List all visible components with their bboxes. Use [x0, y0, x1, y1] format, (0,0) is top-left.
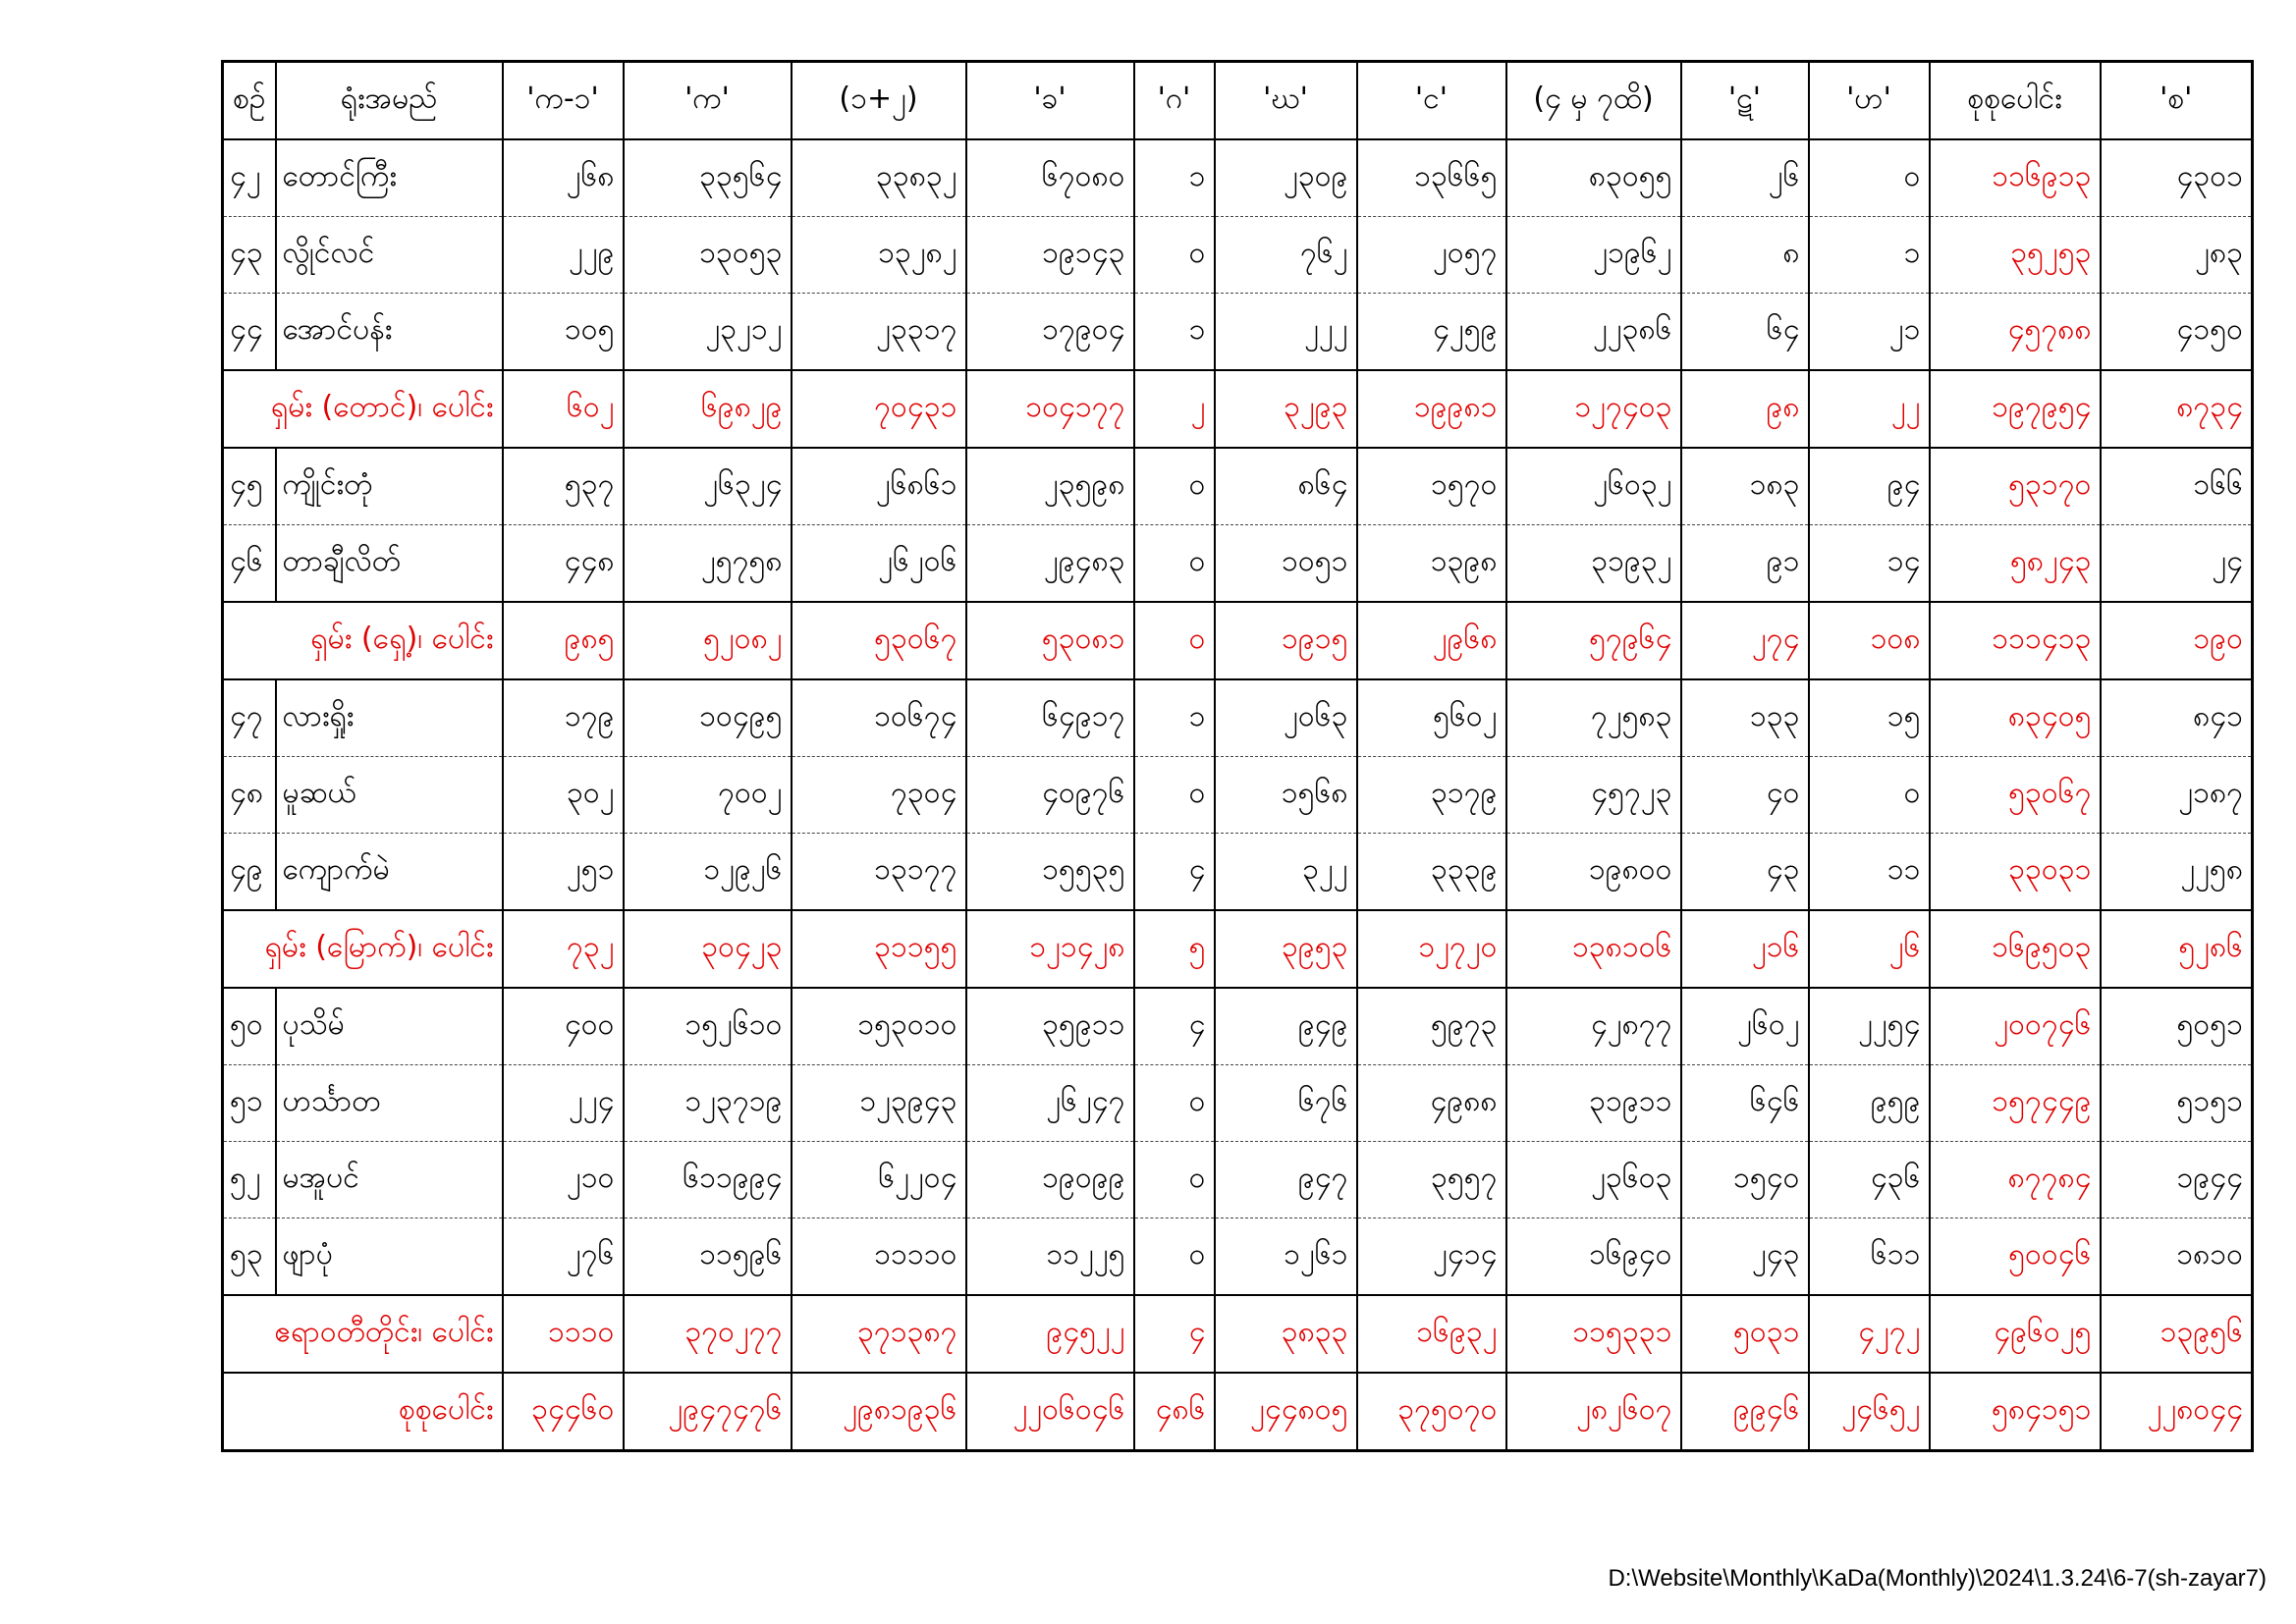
- column-header: 'က-၁': [503, 62, 624, 140]
- table-cell: ၁၉၁၅: [1215, 602, 1357, 679]
- table-cell: ၁၅၇၄၄၉: [1930, 1065, 2101, 1142]
- table-cell: ၀: [1134, 602, 1215, 679]
- table-cell: ၂၃၃၁၇: [792, 294, 966, 371]
- table-cell: ၂၇၆: [503, 1218, 624, 1296]
- table-cell: ၃၅၂၅၃: [1930, 217, 2101, 294]
- table-cell: ၁၂၃၉၄၃: [792, 1065, 966, 1142]
- header-row: [223, 62, 2253, 140]
- table-cell: ၉၄၉: [1215, 988, 1357, 1065]
- table-row: [223, 294, 2253, 371]
- table-cell: ၂၁၉၆၂: [1506, 217, 1681, 294]
- row-number: ၅၀: [223, 988, 276, 1065]
- table-cell: ၁၉၁၄၃: [966, 217, 1134, 294]
- table-cell: ၇၀၀၂: [624, 757, 792, 834]
- table-cell: ၃၇၁၃၈၇: [792, 1295, 966, 1373]
- office-name: ဟင်္သာတ: [276, 1065, 503, 1142]
- table-cell: ၁၁၂၂၅: [966, 1218, 1134, 1296]
- table-cell: ၁၂၆၁: [1215, 1218, 1357, 1296]
- table-cell: ၁၉၄၄: [2101, 1142, 2253, 1218]
- row-number: ၄၆: [223, 525, 276, 603]
- column-header: (၁+၂): [792, 62, 966, 140]
- row-number: ၅၃: [223, 1218, 276, 1296]
- table-cell: ၂၂၉: [503, 217, 624, 294]
- table-cell: ၂၁၆: [1681, 910, 1809, 988]
- table-cell: ၃၈၃၃: [1215, 1295, 1357, 1373]
- table-cell: ၆၉၈၂၉: [624, 370, 792, 448]
- table-cell: ၂၆၂၀၆: [792, 525, 966, 603]
- table-cell: ၇၆၂: [1215, 217, 1357, 294]
- table-cell: ၂၉၈၁၉၃၆: [792, 1373, 966, 1451]
- table-cell: ၅၇၉၆၄: [1506, 602, 1681, 679]
- table-cell: ၂၅၁: [503, 834, 624, 911]
- table-cell: ၅၂၀၈၂: [624, 602, 792, 679]
- table-cell: ၃၃၈၃၂: [792, 139, 966, 217]
- row-number: ၅၂: [223, 1142, 276, 1218]
- column-header: 'စ': [2101, 62, 2253, 140]
- table-cell: ၉၄: [1809, 448, 1930, 525]
- table-cell: ၁၀၆၇၄: [792, 679, 966, 757]
- table-cell: ၁၇၉: [503, 679, 624, 757]
- column-header: ရုံးအမည်: [276, 62, 503, 140]
- table-cell: ၃၄၄၆၀: [503, 1373, 624, 1451]
- table-cell: ၂၉၄၈၃: [966, 525, 1134, 603]
- row-number: ၅၁: [223, 1065, 276, 1142]
- table-cell: ၉၈: [1681, 370, 1809, 448]
- table-row: [223, 1142, 2253, 1218]
- table-cell: ၀: [1134, 448, 1215, 525]
- table-cell: ၄: [1134, 834, 1215, 911]
- column-header: 'ဃ': [1215, 62, 1357, 140]
- table-cell: ၄၁၅၀: [2101, 294, 2253, 371]
- table-cell: ၂၀၆၃: [1215, 679, 1357, 757]
- table-cell: ၂၃၂၁၂: [624, 294, 792, 371]
- table-cell: ၃၁၉၃၂: [1506, 525, 1681, 603]
- table-cell: ၅၀၀၄၆: [1930, 1218, 2101, 1296]
- table-cell: ၁၂၁၄၂၈: [966, 910, 1134, 988]
- table-row: [223, 757, 2253, 834]
- table-cell: ၂၄၃: [1681, 1218, 1809, 1296]
- table-cell: ၂၁၈၇: [2101, 757, 2253, 834]
- table-cell: ၅၃၁၇၀: [1930, 448, 2101, 525]
- column-header: 'ဂ': [1134, 62, 1215, 140]
- table-cell: ၂၆၈၆၁: [792, 448, 966, 525]
- table-cell: ၁၉၀၉၉: [966, 1142, 1134, 1218]
- table-cell: ၁၃၁၇၇: [792, 834, 966, 911]
- row-number: ၄၈: [223, 757, 276, 834]
- office-name: အောင်ပန်း: [276, 294, 503, 371]
- table-cell: ၁၅၄၀: [1681, 1142, 1809, 1218]
- table-cell: ၂၄: [2101, 525, 2253, 603]
- table-cell: ၂၁: [1809, 294, 1930, 371]
- table-cell: ၉၅၉: [1809, 1065, 1930, 1142]
- table-cell: ၆၀၂: [503, 370, 624, 448]
- table-cell: ၁: [1134, 139, 1215, 217]
- column-header: စဉ်: [223, 62, 276, 140]
- table-cell: ၃၂၉၃: [1215, 370, 1357, 448]
- table-cell: ၄၀: [1681, 757, 1809, 834]
- table-cell: ၁၈၃: [1681, 448, 1809, 525]
- table-cell: ၂၂၅၄: [1809, 988, 1930, 1065]
- row-number: ၄၇: [223, 679, 276, 757]
- table-cell: ၂၄၆၅၂: [1809, 1373, 1930, 1451]
- table-cell: ၅: [1134, 910, 1215, 988]
- table-cell: ၂၆၀၃၂: [1506, 448, 1681, 525]
- table-row: [223, 988, 2253, 1065]
- table-cell: ၀: [1809, 757, 1930, 834]
- office-name: မူဆယ်: [276, 757, 503, 834]
- grand-total-label: စုစုပေါင်း: [223, 1373, 503, 1451]
- table-cell: ၅၀၅၁: [2101, 988, 2253, 1065]
- table-cell: ၇၃၀၄: [792, 757, 966, 834]
- table-cell: ၁၁၆၉၁၃: [1930, 139, 2101, 217]
- table-cell: ၉၈၅: [503, 602, 624, 679]
- table-cell: ၁၆၉၃၂: [1357, 1295, 1506, 1373]
- table-cell: ၂၆: [1809, 910, 1930, 988]
- table-cell: ၂၉၄၇၄၇၆: [624, 1373, 792, 1451]
- table-cell: ၁၅၆၈: [1215, 757, 1357, 834]
- table-cell: ၈၃၄၀၅: [1930, 679, 2101, 757]
- table-cell: ၃၁၉၁၁: [1506, 1065, 1681, 1142]
- table-cell: ၄၃: [1681, 834, 1809, 911]
- table-cell: ၁၃၀၅၃: [624, 217, 792, 294]
- table-cell: ၃၃၃၉: [1357, 834, 1506, 911]
- table-cell: ၈၃၀၅၅: [1506, 139, 1681, 217]
- table-cell: ၅၈၂၄၃: [1930, 525, 2101, 603]
- table-cell: ၄၀၀: [503, 988, 624, 1065]
- table-cell: ၂၆၃၂၄: [624, 448, 792, 525]
- table-cell: ၆၂၂၀၄: [792, 1142, 966, 1218]
- table-cell: ၁၃၉၈: [1357, 525, 1506, 603]
- office-name: ဖျာပုံ: [276, 1218, 503, 1296]
- column-header: (၄ မှ ၇ထိ): [1506, 62, 1681, 140]
- table-cell: ၈၆၄: [1215, 448, 1357, 525]
- row-number: ၄၉: [223, 834, 276, 911]
- table-cell: ၀: [1809, 139, 1930, 217]
- table-cell: ၂၉၆၈: [1357, 602, 1506, 679]
- table-cell: ၀: [1134, 1218, 1215, 1296]
- grand-total-row: [223, 1373, 2253, 1451]
- table-cell: ၉၉၄၆: [1681, 1373, 1809, 1451]
- column-header: 'ခ': [966, 62, 1134, 140]
- table-cell: ၂၃၀၉: [1215, 139, 1357, 217]
- table-cell: ၅၀၃၁: [1681, 1295, 1809, 1373]
- table-cell: ၂၈၃: [2101, 217, 2253, 294]
- subtotal-row: [223, 602, 2253, 679]
- table-cell: ၂၂: [1809, 370, 1930, 448]
- table-cell: ၇၀၄၃၁: [792, 370, 966, 448]
- table-cell: ၁၅၅၃၅: [966, 834, 1134, 911]
- table-cell: ၁: [1809, 217, 1930, 294]
- table-row: [223, 1065, 2253, 1142]
- table-cell: ၁၁: [1809, 834, 1930, 911]
- table-cell: ၁၀၈: [1809, 602, 1930, 679]
- table-cell: ၄၉၆၀၂၅: [1930, 1295, 2101, 1373]
- table-cell: ၁၃၆၆၅: [1357, 139, 1506, 217]
- table-cell: ၅၂၈၆: [2101, 910, 2253, 988]
- table-row: [223, 217, 2253, 294]
- table-row: [223, 1218, 2253, 1296]
- table-cell: ၃၅၅၇: [1357, 1142, 1506, 1218]
- table-cell: ၅၃၀၆၇: [792, 602, 966, 679]
- table-cell: ၃၇၅၀၇၀: [1357, 1373, 1506, 1451]
- table-cell: ၅၆၀၂: [1357, 679, 1506, 757]
- table-cell: ၁၅: [1809, 679, 1930, 757]
- table-cell: ၂၄၁၄: [1357, 1218, 1506, 1296]
- office-name: ကျောက်မဲ: [276, 834, 503, 911]
- table-cell: ၈၇၃၄: [2101, 370, 2253, 448]
- subtotal-row: [223, 370, 2253, 448]
- table-row: [223, 525, 2253, 603]
- table-cell: ၁၇၉၀၄: [966, 294, 1134, 371]
- row-number: ၄၄: [223, 294, 276, 371]
- table-row: [223, 834, 2253, 911]
- table-cell: ၃၁၇၉: [1357, 757, 1506, 834]
- table-cell: ၁၉၈၀၀: [1506, 834, 1681, 911]
- office-name: လားရှိုး: [276, 679, 503, 757]
- table-cell: ၄၃၀၁: [2101, 139, 2253, 217]
- table-cell: ၉၁: [1681, 525, 1809, 603]
- table-cell: ၂၂၄: [503, 1065, 624, 1142]
- table-cell: ၁၂၇၄၀၃: [1506, 370, 1681, 448]
- row-number: ၄၂: [223, 139, 276, 217]
- table-cell: ၂၃၆၀၃: [1506, 1142, 1681, 1218]
- table-cell: ၇၃၂: [503, 910, 624, 988]
- table-cell: ၄၂၇၂: [1809, 1295, 1930, 1373]
- column-header: 'ဋ': [1681, 62, 1809, 140]
- table-cell: ၁: [1134, 679, 1215, 757]
- table-cell: ၁၁၅၉၆: [624, 1218, 792, 1296]
- table-cell: ၁၅၂၆၁၀: [624, 988, 792, 1065]
- column-header: 'ဟ': [1809, 62, 1930, 140]
- table-cell: ၁၃၉၅၆: [2101, 1295, 2253, 1373]
- table-cell: ၆၁၁၉၉၄: [624, 1142, 792, 1218]
- table-cell: ၂၃၅၉၈: [966, 448, 1134, 525]
- table-cell: ၃၉၅၃: [1215, 910, 1357, 988]
- table-cell: ၂၆: [1681, 139, 1809, 217]
- table-cell: ၄၄၈: [503, 525, 624, 603]
- row-number: ၄၃: [223, 217, 276, 294]
- table-cell: ၁၈၁၀: [2101, 1218, 2253, 1296]
- table-cell: ၂၁၀: [503, 1142, 624, 1218]
- subtotal-row: [223, 910, 2253, 988]
- table-cell: ၉၄၅၂၂: [966, 1295, 1134, 1373]
- table-cell: ၅၃၇: [503, 448, 624, 525]
- table-row: [223, 448, 2253, 525]
- table-cell: ၁၉၇၉၅၄: [1930, 370, 2101, 448]
- table-cell: ၅၉၇၃: [1357, 988, 1506, 1065]
- table-cell: ၆၇၀၈၀: [966, 139, 1134, 217]
- table-cell: ၂: [1134, 370, 1215, 448]
- file-path-footer: D:\Website\Monthly\KaDa(Monthly)\2024\1.3.24\6-7(sh-zayar7): [1608, 1565, 2267, 1592]
- subtotal-label: ရှမ်း (ရှေ့)၊ ပေါင်း: [223, 602, 503, 679]
- table-cell: ၇၂၅၈၃: [1506, 679, 1681, 757]
- table-cell: ၆၄: [1681, 294, 1809, 371]
- table-cell: ၂၆၀၂: [1681, 988, 1809, 1065]
- table-cell: ၁၉၉၈၁: [1357, 370, 1506, 448]
- table-cell: ၂၈၂၆၀၇: [1506, 1373, 1681, 1451]
- table-cell: ၄၂၅၉: [1357, 294, 1506, 371]
- table-cell: ၁၉၀: [2101, 602, 2253, 679]
- table-cell: ၃၂၂: [1215, 834, 1357, 911]
- table-cell: ၁၂၃၇၁၉: [624, 1065, 792, 1142]
- table-cell: ၁၃၂၈၂: [792, 217, 966, 294]
- table-body: [223, 139, 2253, 1451]
- table-cell: ၄: [1134, 1295, 1215, 1373]
- table-cell: ၂၂၈၀၄၄: [2101, 1373, 2253, 1451]
- table-cell: ၂၆၂၄၇: [966, 1065, 1134, 1142]
- table-cell: ၄၅၇၂၃: [1506, 757, 1681, 834]
- subtotal-label: ရှမ်း (မြောက်)၊ ပေါင်း: [223, 910, 503, 988]
- table-cell: ၁၀၄၉၅: [624, 679, 792, 757]
- table-cell: ၀: [1134, 1065, 1215, 1142]
- table-cell: ၃၃၀၃၁: [1930, 834, 2101, 911]
- table-cell: ၅၁၅၁: [2101, 1065, 2253, 1142]
- table-cell: ၃၇၀၂၇၇: [624, 1295, 792, 1373]
- table-cell: ၂၇၄: [1681, 602, 1809, 679]
- table-row: [223, 679, 2253, 757]
- table-cell: ၆၄၆: [1681, 1065, 1809, 1142]
- table-cell: ၁: [1134, 294, 1215, 371]
- office-name: လွိုင်လင်: [276, 217, 503, 294]
- row-number: ၄၅: [223, 448, 276, 525]
- table-cell: ၃၃၅၆၄: [624, 139, 792, 217]
- table-cell: ၀: [1134, 1142, 1215, 1218]
- column-header: စုစုပေါင်း: [1930, 62, 2101, 140]
- table-cell: ၁၄: [1809, 525, 1930, 603]
- table-cell: ၃၁၁၅၅: [792, 910, 966, 988]
- table-cell: ၄၅၇၈၈: [1930, 294, 2101, 371]
- table-cell: ၁၆၉၄၀: [1506, 1218, 1681, 1296]
- table-cell: ၈: [1681, 217, 1809, 294]
- table-cell: ၄၂၈၇၇: [1506, 988, 1681, 1065]
- table-cell: ၃၀၄၂၃: [624, 910, 792, 988]
- table-cell: ၂၀၅၇: [1357, 217, 1506, 294]
- subtotal-row: [223, 1295, 2253, 1373]
- table-cell: ၁၆၆: [2101, 448, 2253, 525]
- column-header: 'က': [624, 62, 792, 140]
- office-name: တာချီလိတ်: [276, 525, 503, 603]
- table-cell: ၁၅၃၀၁၀: [792, 988, 966, 1065]
- office-name: ကျိုင်းတုံ: [276, 448, 503, 525]
- table-cell: ၃၅၉၁၁: [966, 988, 1134, 1065]
- table-row: [223, 139, 2253, 217]
- table-cell: ၆၄၉၁၇: [966, 679, 1134, 757]
- table-cell: ၄၃၆: [1809, 1142, 1930, 1218]
- table-cell: ၈၄၁: [2101, 679, 2253, 757]
- table-cell: ၄၉၈၈: [1357, 1065, 1506, 1142]
- table-cell: ၆၁၁: [1809, 1218, 1930, 1296]
- office-name: တောင်ကြီး: [276, 139, 503, 217]
- table-cell: ၂၂၃၈၆: [1506, 294, 1681, 371]
- table-cell: ၉၄၇: [1215, 1142, 1357, 1218]
- table-cell: ၁၃၃: [1681, 679, 1809, 757]
- table-cell: ၁၁၁၀: [503, 1295, 624, 1373]
- table-cell: ၁၆၉၅၀၃: [1930, 910, 2101, 988]
- subtotal-label: ဧရာဝတီတိုင်း၊ ပေါင်း: [223, 1295, 503, 1373]
- table-cell: ၁၀၄၁၇၇: [966, 370, 1134, 448]
- table-cell: ၁၁၅၃၃၁: [1506, 1295, 1681, 1373]
- table-cell: ၅၈၄၁၅၁: [1930, 1373, 2101, 1451]
- table-cell: ၁၁၁၁၀: [792, 1218, 966, 1296]
- table-cell: ၅၃၀၈၁: [966, 602, 1134, 679]
- table-cell: ၂၂၅၈: [2101, 834, 2253, 911]
- table-cell: ၁၅၇၀: [1357, 448, 1506, 525]
- table-cell: ၀: [1134, 525, 1215, 603]
- table-cell: ၂၂၀၆၀၄၆: [966, 1373, 1134, 1451]
- table-cell: ၂၆၈: [503, 139, 624, 217]
- table-cell: ၄: [1134, 988, 1215, 1065]
- subtotal-label: ရှမ်း (တောင်)၊ ပေါင်း: [223, 370, 503, 448]
- office-name: ပုသိမ်: [276, 988, 503, 1065]
- table-cell: ၄၈၆: [1134, 1373, 1215, 1451]
- table-cell: ၂၀၀၇၄၆: [1930, 988, 2101, 1065]
- table-cell: ၁၁၁၄၁၃: [1930, 602, 2101, 679]
- table-cell: ၁၂၇၂၀: [1357, 910, 1506, 988]
- table-cell: ၁၂၉၂၆: [624, 834, 792, 911]
- table-cell: ၂၅၇၅၈: [624, 525, 792, 603]
- table-cell: ၆၇၆: [1215, 1065, 1357, 1142]
- office-name: မအူပင်: [276, 1142, 503, 1218]
- table-cell: ၅၃၀၆၇: [1930, 757, 2101, 834]
- table-cell: ၄၀၉၇၆: [966, 757, 1134, 834]
- table-cell: ၁၀၅၁: [1215, 525, 1357, 603]
- table-cell: ၃၀၂: [503, 757, 624, 834]
- table-cell: ၀: [1134, 757, 1215, 834]
- statistics-table: [221, 60, 2254, 1452]
- table-cell: ၀: [1134, 217, 1215, 294]
- table-cell: ၁၃၈၁၀၆: [1506, 910, 1681, 988]
- table-cell: ၁၀၅: [503, 294, 624, 371]
- table-cell: ၈၇၇၈၄: [1930, 1142, 2101, 1218]
- table-cell: ၂၄၄၈၀၅: [1215, 1373, 1357, 1451]
- column-header: 'င': [1357, 62, 1506, 140]
- table-cell: ၂၂၂: [1215, 294, 1357, 371]
